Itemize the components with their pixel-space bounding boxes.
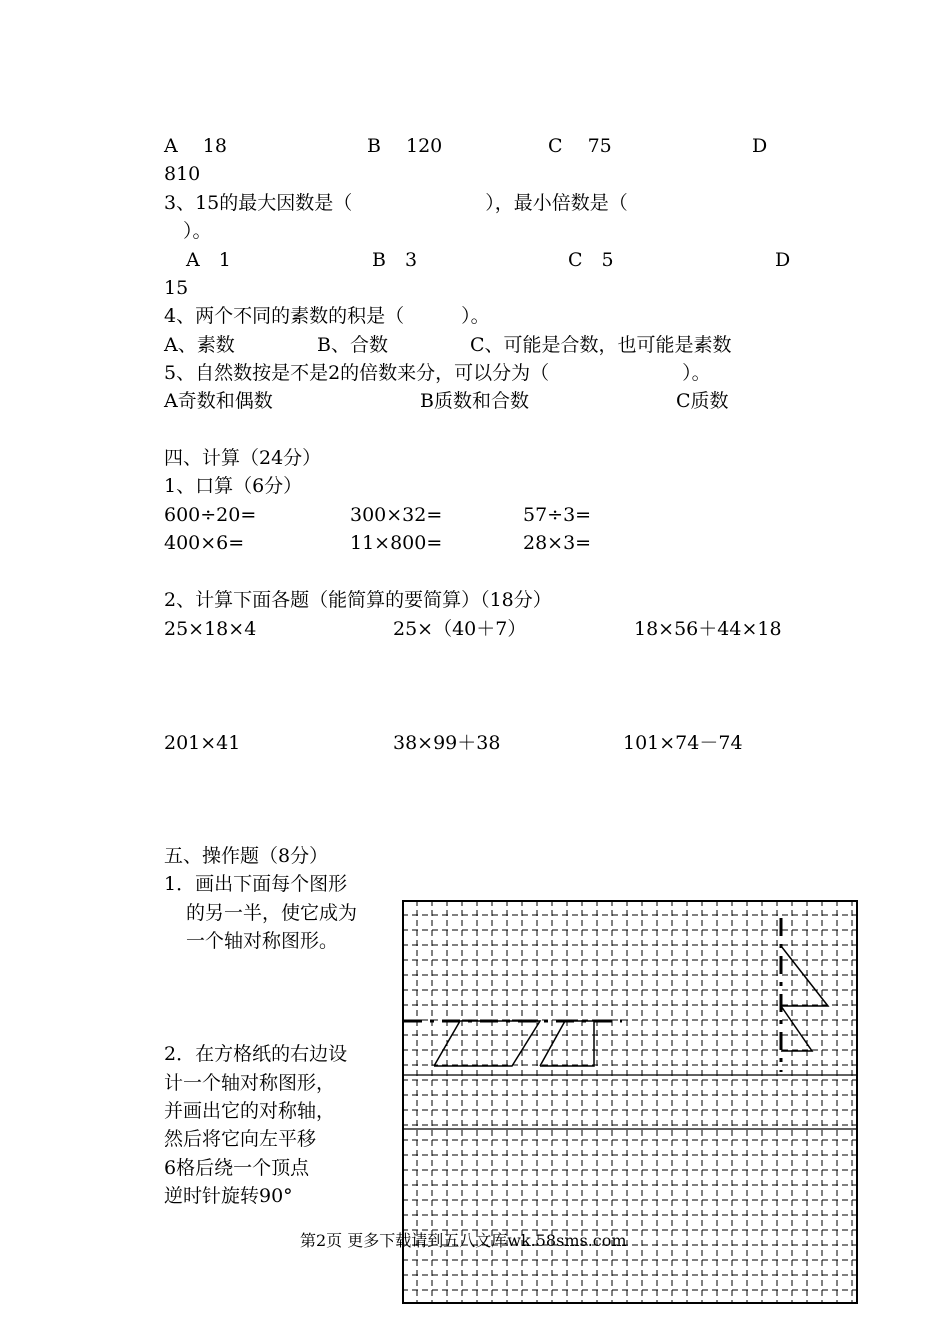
q5-option-a: A奇数和偶数 bbox=[164, 390, 273, 412]
q3-option-d: D bbox=[775, 249, 791, 271]
calc-item: 25×18×4 bbox=[164, 618, 257, 640]
oral-calc-title: 1、口算（6分） bbox=[164, 475, 303, 497]
op-q2-line: 逆时针旋转90° bbox=[164, 1185, 293, 1207]
op-q2-line: 并画出它的对称轴， bbox=[164, 1100, 336, 1122]
op-q1-line: 一个轴对称图形。 bbox=[186, 930, 339, 952]
q2-option-a: A 18 bbox=[164, 135, 227, 157]
oral-item: 400×6= bbox=[164, 532, 245, 554]
calc-item: 18×56＋44×18 bbox=[634, 618, 782, 640]
q4-text: 4、两个不同的素数的积是（ ）。 bbox=[164, 305, 490, 327]
q4-option-c: C、可能是合数，也可能是素数 bbox=[470, 334, 732, 356]
q3-option-b: B 3 bbox=[372, 249, 418, 271]
q3-option-d-value: 15 bbox=[164, 277, 189, 299]
op-q1-line: 的另一半，使它成为 bbox=[186, 902, 358, 924]
calc-item: 101×74－74 bbox=[623, 732, 743, 754]
q3-option-c: C 5 bbox=[568, 249, 614, 271]
page-footer: 第2页 更多下载请到五八文库wk.58sms.com bbox=[300, 1231, 627, 1250]
oral-item: 28×3= bbox=[523, 532, 592, 554]
q2-option-c: C 75 bbox=[548, 135, 612, 157]
q5-option-b: B质数和合数 bbox=[420, 390, 529, 412]
oral-item: 11×800= bbox=[350, 532, 443, 554]
calc-item: 25×（40＋7） bbox=[393, 618, 527, 640]
oral-item: 57÷3= bbox=[523, 504, 592, 526]
op-q2-line: 计一个轴对称图形， bbox=[164, 1072, 336, 1094]
op-q2-line: 然后将它向左平移 bbox=[164, 1128, 317, 1150]
shape-right-triangle-top bbox=[781, 946, 828, 1006]
calc-title: 2、计算下面各题（能简算的要简算）（18分） bbox=[164, 589, 552, 611]
q2-option-d-value: 810 bbox=[164, 163, 201, 185]
q2-option-d: D bbox=[752, 135, 768, 157]
calc-item: 38×99＋38 bbox=[393, 732, 501, 754]
q3-option-a: A 1 bbox=[186, 249, 231, 271]
shape-left-trapezoid bbox=[434, 1021, 540, 1066]
q3-text: 3、15的最大因数是（ ），最小倍数是（ bbox=[164, 192, 628, 214]
q5-text: 5、自然数按是不是2的倍数来分，可以分为（ ）。 bbox=[164, 362, 711, 384]
oral-item: 300×32= bbox=[350, 504, 443, 526]
q4-option-b: B、合数 bbox=[317, 334, 388, 356]
op-q2-line: 6格后绕一个顶点 bbox=[164, 1157, 310, 1179]
q2-option-b: B 120 bbox=[367, 135, 443, 157]
q4-option-a: A、素数 bbox=[164, 334, 235, 356]
section4-title: 四、计算（24分） bbox=[164, 447, 322, 469]
calc-item: 201×41 bbox=[164, 732, 241, 754]
op-q2-line: 2．在方格纸的右边设 bbox=[164, 1043, 348, 1065]
op-q1-line: 1．画出下面每个图形 bbox=[164, 873, 348, 895]
section5-title: 五、操作题（8分） bbox=[164, 845, 329, 867]
oral-item: 600÷20= bbox=[164, 504, 257, 526]
q3-cont: ）。 bbox=[164, 220, 212, 242]
q5-option-c: C质数 bbox=[676, 390, 729, 412]
